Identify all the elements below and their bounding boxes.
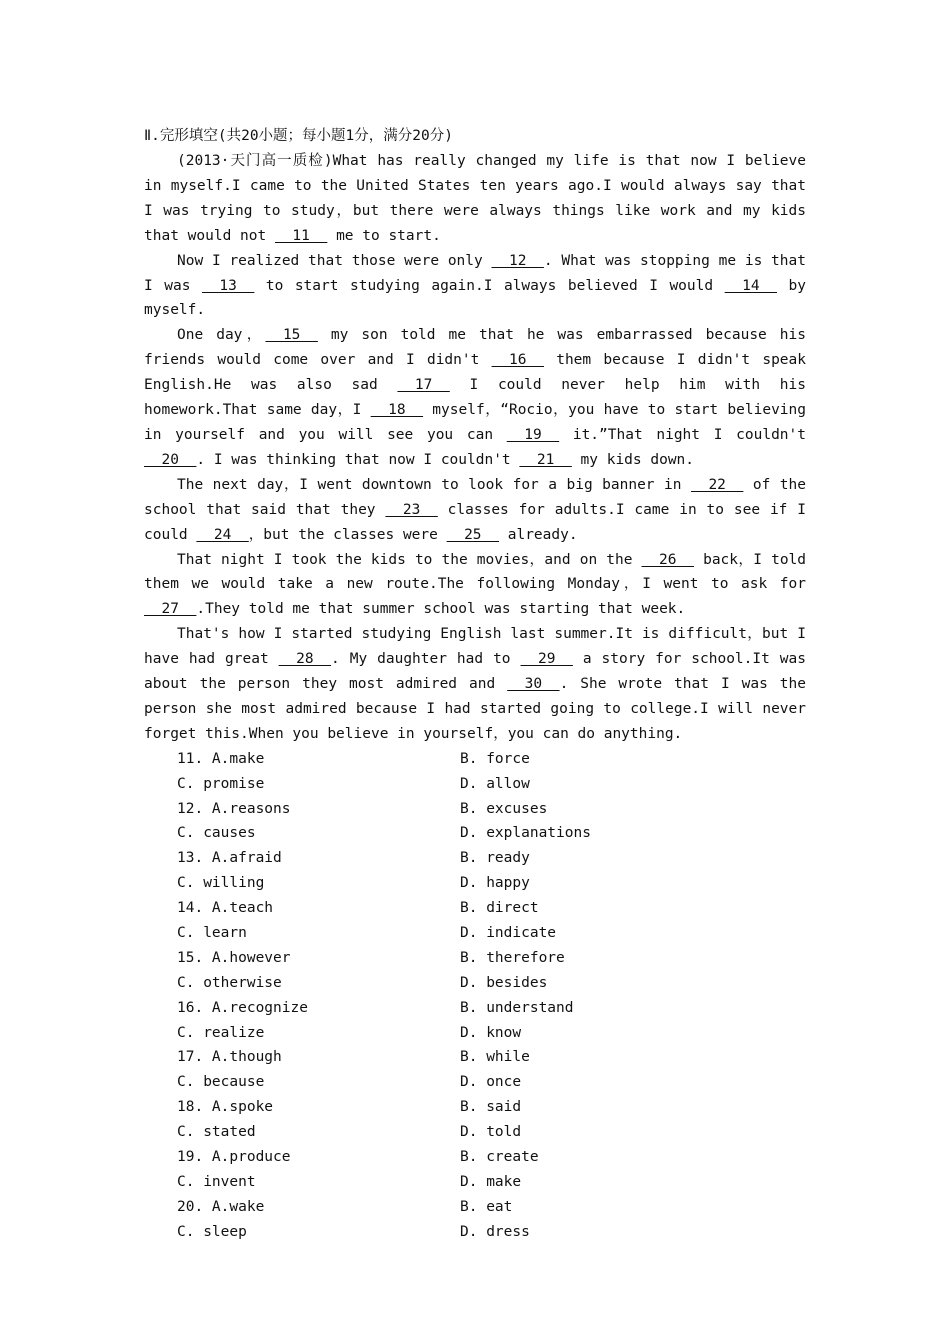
cloze-passage [144,149,806,747]
cloze-blank: 14 [724,277,778,294]
cloze-blank: 18 [370,402,424,419]
option-left: 13. A.afraid [177,850,282,867]
cloze-blank: 25 [446,526,499,543]
option-right: D. explanations [460,825,591,842]
cloze-blank: 15 [265,327,318,344]
option-row [144,1170,806,1195]
option-left: 17. A.though [177,1049,282,1066]
option-left: 15. A.however [177,949,291,966]
cloze-blank: 29 [520,651,573,668]
option-row [144,1220,806,1245]
option-left: 11. A.make [177,750,265,767]
option-row [144,946,806,971]
cloze-blank: 21 [519,451,572,468]
cloze-blank: 16 [491,352,544,369]
option-row [144,797,806,822]
option-left: C. stated [177,1124,256,1141]
option-right: B. eat [460,1198,513,1215]
option-left: 20. A.wake [177,1198,265,1215]
option-row [144,896,806,921]
option-right: D. besides [460,974,548,991]
passage-paragraph: That night I took the kids to the movies，and on the 26 back，I told them we would take a new route.The following Monday，I went to ask for 27 .They told me that summer school was starting that week. [144,548,806,623]
cloze-blank: 13 [201,277,255,294]
option-row [144,1095,806,1120]
cloze-blank: 26 [641,551,694,568]
option-right: D. know [460,1024,522,1041]
option-left: C. willing [177,875,265,892]
option-left: C. promise [177,775,265,792]
cloze-blank: 27 [144,601,197,618]
option-right: D. make [460,1173,522,1190]
cloze-blank: 23 [385,501,438,518]
cloze-blank: 28 [278,651,332,668]
option-row [144,1145,806,1170]
option-row [144,921,806,946]
option-row [144,821,806,846]
option-left: 14. A.teach [177,900,274,917]
passage-paragraph: The next day，I went downtown to look for a big banner in 22 of the school that said that they 23 classes for adults.I came in to see if I could 24 ，but the classes were 25 already. [144,473,806,548]
section-title: Ⅱ.完形填空(共20小题；每小题1分，满分20分) [144,128,453,144]
option-row [144,996,806,1021]
option-left: C. invent [177,1173,256,1190]
option-right: B. force [460,750,530,767]
option-left: 18. A.spoke [177,1099,274,1116]
option-row [144,1195,806,1220]
cloze-blank: 12 [491,252,544,269]
option-left: 16. A.recognize [177,999,308,1016]
option-row [144,1120,806,1145]
option-right: D. once [460,1074,522,1091]
option-row [144,747,806,772]
option-left: 19. A.produce [177,1149,291,1165]
option-row [144,971,806,996]
option-right: B. understand [460,999,574,1016]
option-left: C. causes [177,825,256,842]
options-list [144,747,806,1245]
option-left: C. learn [177,924,247,941]
option-right: B. while [460,1049,530,1066]
option-row [144,1021,806,1046]
option-right: B. therefore [460,949,565,966]
cloze-blank: 20 [144,451,197,468]
passage-paragraph: One day， 15 my son told me that he was embarrassed because his friends would come over and I didn't 16 them because I didn't speak English.He was also sad 17 I could never help him with his homework.That same day，I 18 myself，“Rocio，you have to start believing in yourself and you will see you can 19 it.”That night I couldn't 20 . I was thinking that now I couldn't 21 my kids down. [144,323,806,472]
option-right: D. indicate [460,924,557,941]
option-right: B. direct [460,900,539,917]
cloze-blank: 30 [507,676,560,693]
cloze-blank: 11 [274,227,328,244]
option-right: D. allow [460,775,530,792]
passage-paragraph: Now I realized that those were only 12 . What was stopping me is that I was 13 to start studying again.I always believed I would 14 by myself. [144,249,806,324]
option-left: C. sleep [177,1223,247,1240]
cloze-blank: 22 [690,476,744,493]
option-right: B. excuses [460,800,548,817]
option-left: C. realize [177,1024,265,1041]
cloze-blank: 17 [397,377,450,394]
option-right: B. ready [460,850,530,867]
cloze-blank: 24 [196,526,249,543]
passage-paragraph: That's how I started studying English last summer.It is difficult，but I have had great 28 . My daughter had to 29 a story for school.It was about the person they most admired and 30 . She wrote that I was the person she most admired because I had started going to college.I will never forget this.When you believe in yourself，you can do anything. [144,626,806,742]
option-right: B. said [460,1099,522,1116]
option-row [144,772,806,797]
passage-paragraph: (2013·天门高一质检)What has really changed my life is that now I believe in myself.I came to the United States ten years ago.I would always say that I was trying to study，but there were always things like work and my kids that would not 11 me to start. [144,149,806,249]
option-right: D. happy [460,875,530,892]
option-right: B. create [460,1149,539,1165]
option-row [144,1045,806,1070]
option-left: C. otherwise [177,974,282,991]
option-left: C. because [177,1074,265,1091]
option-right: D. dress [460,1223,530,1240]
option-row [144,871,806,896]
option-row [144,1070,806,1095]
option-right: D. told [460,1124,522,1141]
cloze-blank: 19 [506,426,560,443]
option-row [144,846,806,871]
document-page [144,124,806,1245]
option-left: 12. A.reasons [177,800,291,817]
